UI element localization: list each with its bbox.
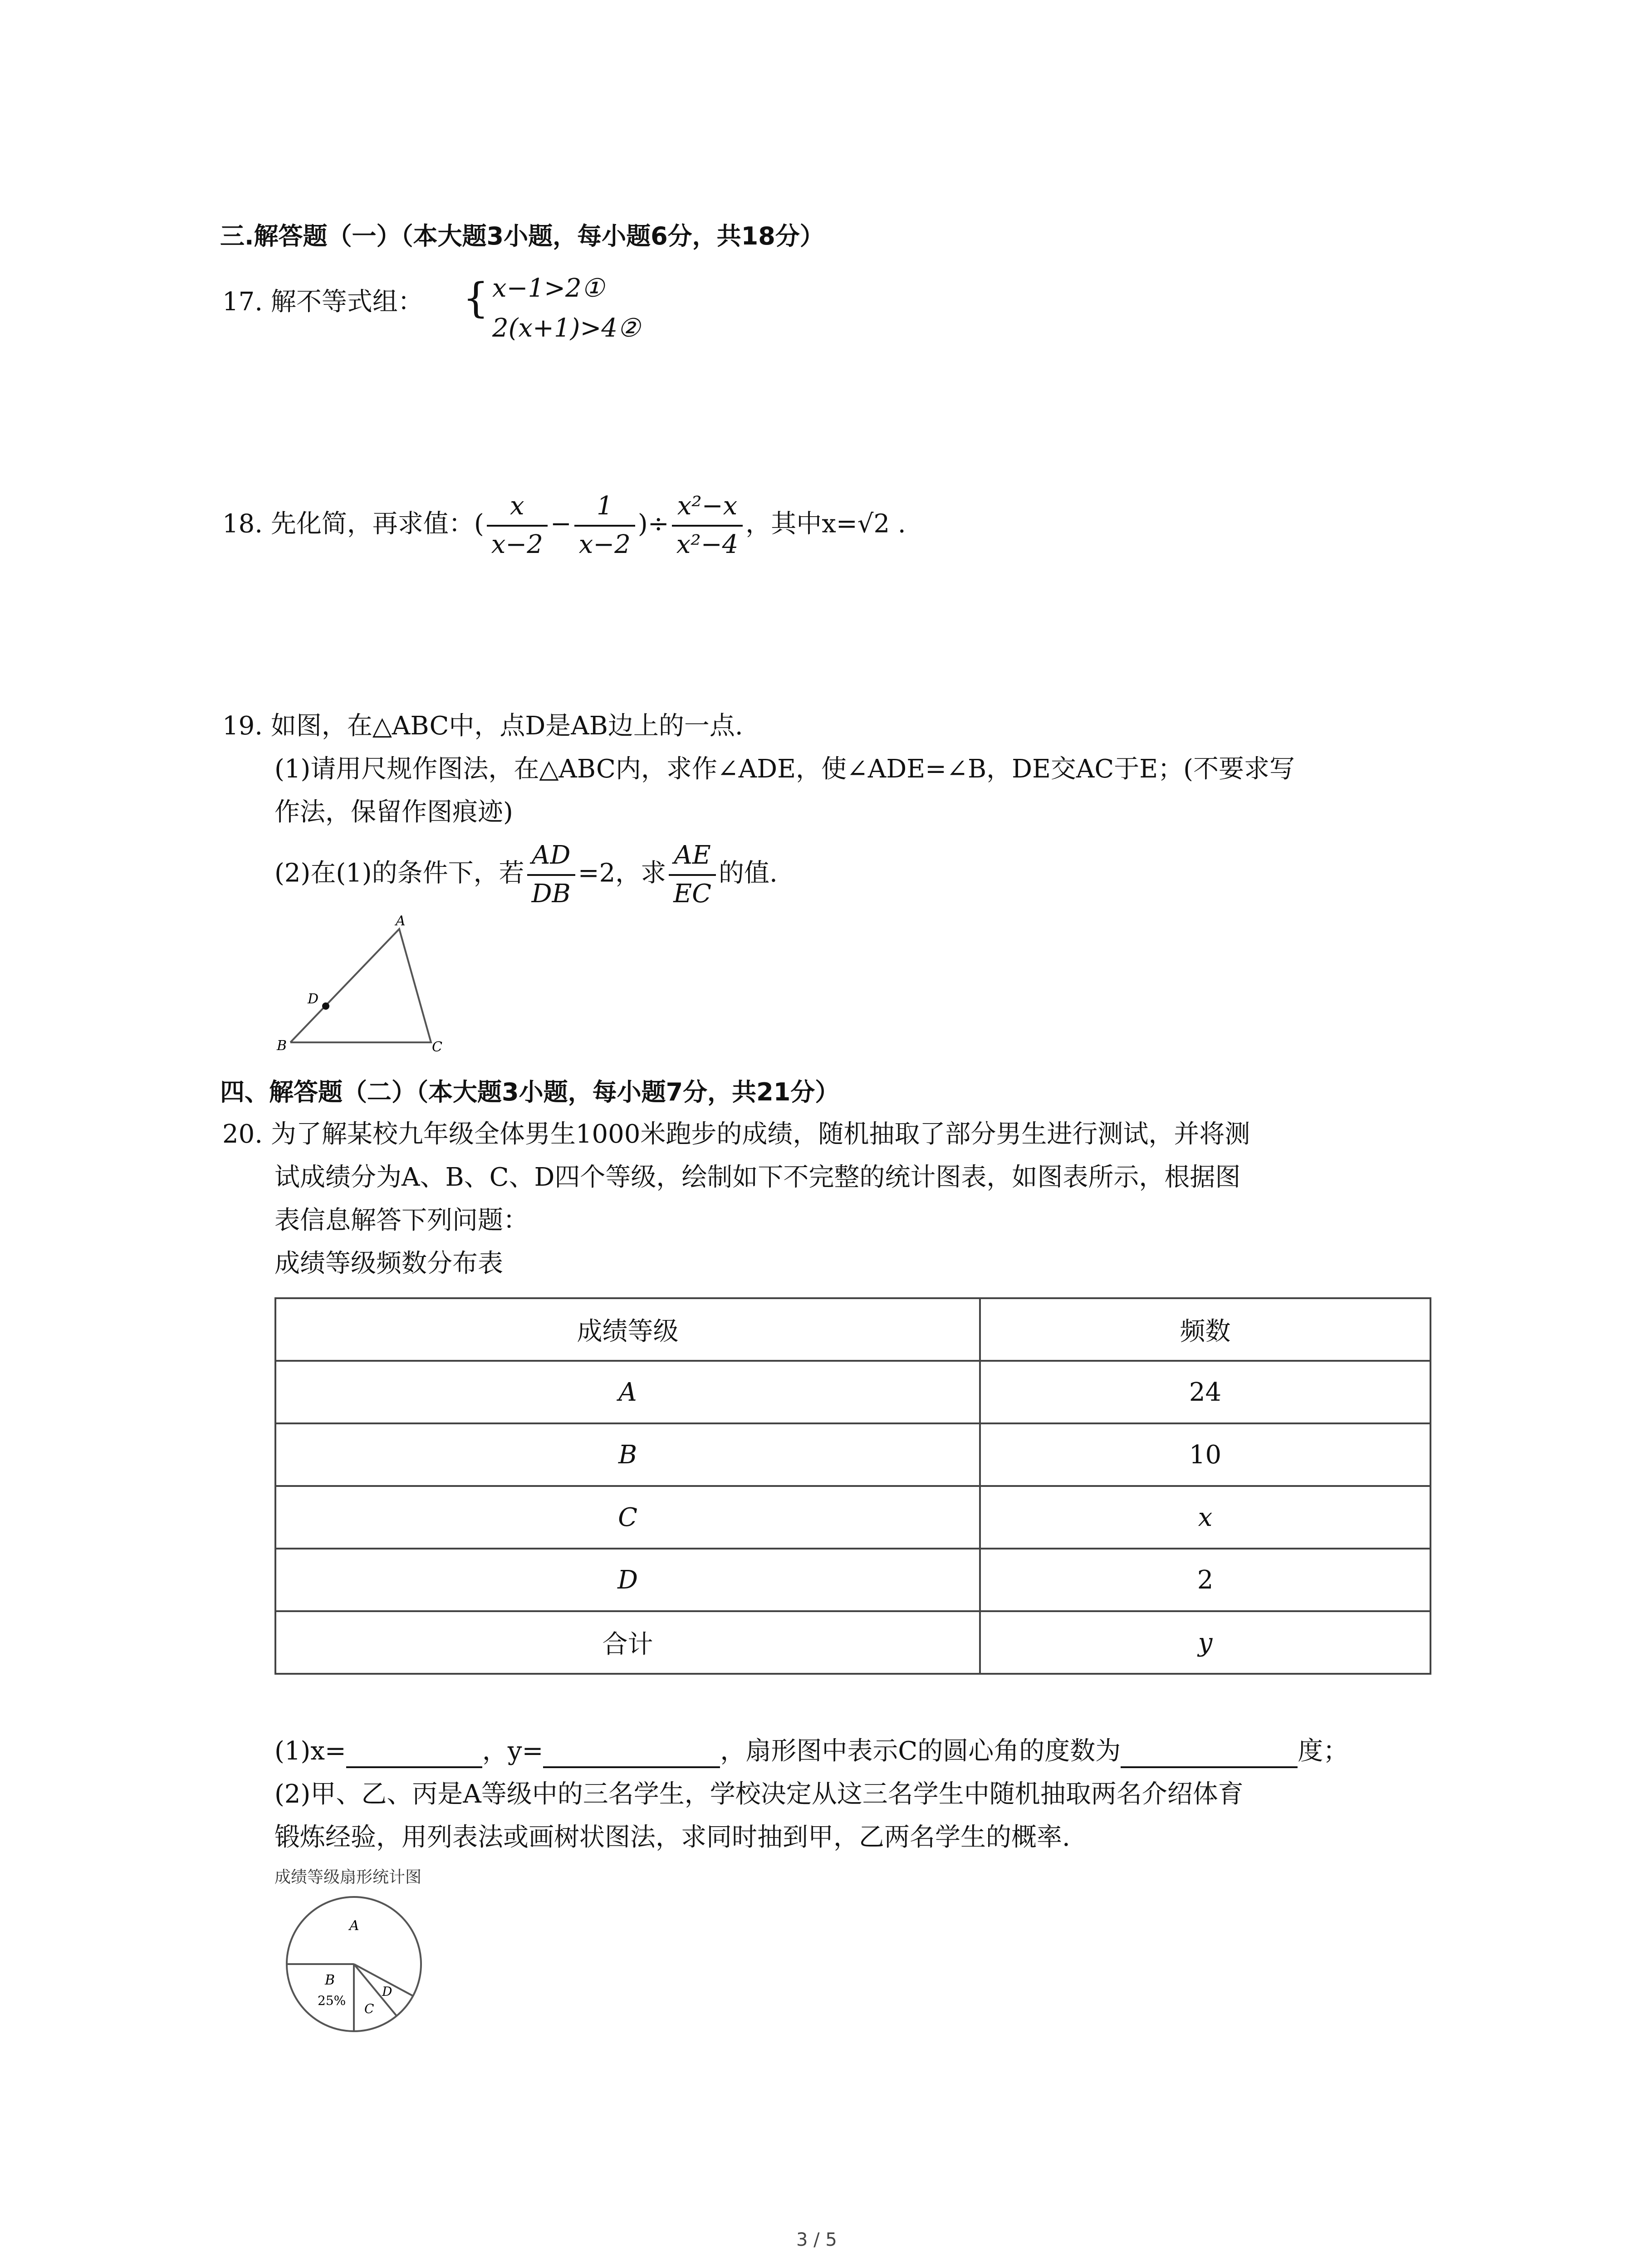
- grade-pie-chart: [281, 1892, 426, 2037]
- q19-fraction-ae-ec: $\frac{AE}{EC}$: [669, 839, 716, 911]
- answer-blank-y: [543, 1739, 720, 1768]
- q17-brace: {: [463, 274, 489, 322]
- answer-blank-x: [346, 1739, 482, 1768]
- q19-fraction-ad-db: $\frac{AD}{DB}$: [527, 839, 575, 911]
- q20-part1-text: ，扇形图中表示C的圆心角的度数为: [720, 1736, 1121, 1766]
- q20-part1-end: 度；: [1298, 1736, 1349, 1766]
- q19-line3: 作法，保留作图痕迹): [274, 797, 513, 827]
- q19-part2-prefix: (2)在(1)的条件下，若: [274, 858, 524, 888]
- q20-part2-line1: (2)甲、乙、丙是A等级中的三名学生，学校决定从这三名学生中随机抽取两名介绍体育: [274, 1779, 1244, 1809]
- q17-line1: x−1>2①: [492, 274, 604, 303]
- q18-prefix: 18. 先化简，再求值：(: [222, 509, 484, 539]
- pie-label-b: B: [325, 1972, 335, 1988]
- page-number: 3 / 5: [796, 2229, 837, 2250]
- q19-part2-mid: =2，求: [578, 858, 666, 888]
- q20-line2: 试成绩分为A、B、C、D四个等级，绘制如下不完整的统计图表，如图表所示，根据图: [274, 1163, 1241, 1192]
- pie-label-d: D: [382, 1984, 392, 1999]
- table-row: [275, 1549, 1430, 1611]
- table-cell-frequency: 10: [980, 1423, 1430, 1486]
- table-cell-frequency: x: [980, 1486, 1430, 1549]
- table-row: [275, 1486, 1430, 1549]
- q19-part2: [274, 839, 778, 911]
- triangle-abc-figure: [263, 907, 454, 1061]
- label-a: A: [396, 913, 406, 929]
- q19-part2-suffix: 的值.: [719, 858, 778, 888]
- q17-prefix: 17. 解不等式组：: [222, 287, 423, 317]
- answer-blank-angle: [1121, 1739, 1298, 1768]
- pie-label-c: C: [364, 2001, 374, 2016]
- label-c: C: [432, 1039, 442, 1055]
- table-header-row: [275, 1298, 1430, 1361]
- section-4-title: 四、解答题（二）（本大题3小题，每小题7分，共21分）: [220, 1078, 840, 1106]
- q17-line2: 2(x+1)>4②: [492, 313, 641, 343]
- q18-minus: −: [550, 509, 572, 539]
- table-cell-grade: C: [275, 1486, 980, 1549]
- table-cell-frequency: y: [980, 1611, 1430, 1674]
- table-cell-frequency: 2: [980, 1549, 1430, 1611]
- q18-close-divide: )÷: [637, 509, 669, 539]
- table-cell-grade: D: [275, 1549, 980, 1611]
- q20-part2-line2: 锻炼经验，用列表法或画树状图法，求同时抽到甲，乙两名学生的概率.: [274, 1823, 1070, 1852]
- q18-fraction-1: $\frac{x}{x-2}$: [487, 490, 548, 562]
- table-cell-grade: A: [275, 1361, 980, 1423]
- point-d: [322, 1002, 329, 1010]
- q19-line2: (1)请用尺规作图法，在△ABC内，求作∠ADE，使∠ADE=∠B，DE交AC于E；(不要求写: [274, 754, 1295, 784]
- frequency-table: [274, 1297, 1431, 1675]
- q20-line3: 表信息解答下列问题：: [274, 1206, 529, 1235]
- q18-suffix: ，其中x=√2 .: [745, 509, 906, 539]
- q20-part1-x: (1)x=: [274, 1736, 346, 1766]
- table-header-frequency: 频数: [980, 1298, 1430, 1361]
- table-cell-grade: B: [275, 1423, 980, 1486]
- pie-chart-title: 成绩等级扇形统计图: [274, 1868, 422, 1887]
- q20-line1: 20. 为了解某校九年级全体男生1000米跑步的成绩，随机抽取了部分男生进行测试，并将测: [222, 1119, 1250, 1149]
- q19-line1: 19. 如图，在△ABC中，点D是AB边上的一点.: [222, 711, 743, 741]
- pie-label-a: A: [349, 1918, 359, 1934]
- q18-fraction-2: $\frac{1}{x-2}$: [574, 490, 635, 562]
- q20-part1-y: ，y=: [482, 1736, 544, 1766]
- table-row: [275, 1423, 1430, 1486]
- q18-fraction-3: $\frac{\text{x²−x}}{\text{x²−4}}$: [672, 490, 743, 562]
- table-header-grade: 成绩等级: [275, 1298, 980, 1361]
- table-row: [275, 1361, 1430, 1423]
- table-cell-frequency: 24: [980, 1361, 1430, 1423]
- pie-label-b-percent: 25%: [318, 1993, 346, 2008]
- table-row: [275, 1611, 1430, 1674]
- section-3-title: 三.解答题（一）（本大题3小题，每小题6分，共18分）: [220, 222, 824, 250]
- label-b: B: [277, 1038, 287, 1054]
- triangle-abc: [290, 929, 431, 1042]
- table-caption: 成绩等级频数分布表: [274, 1249, 503, 1278]
- q18-row: [222, 490, 906, 562]
- label-d: D: [308, 991, 319, 1007]
- table-cell-grade: 合计: [275, 1611, 980, 1674]
- q20-part1: [274, 1735, 1348, 1768]
